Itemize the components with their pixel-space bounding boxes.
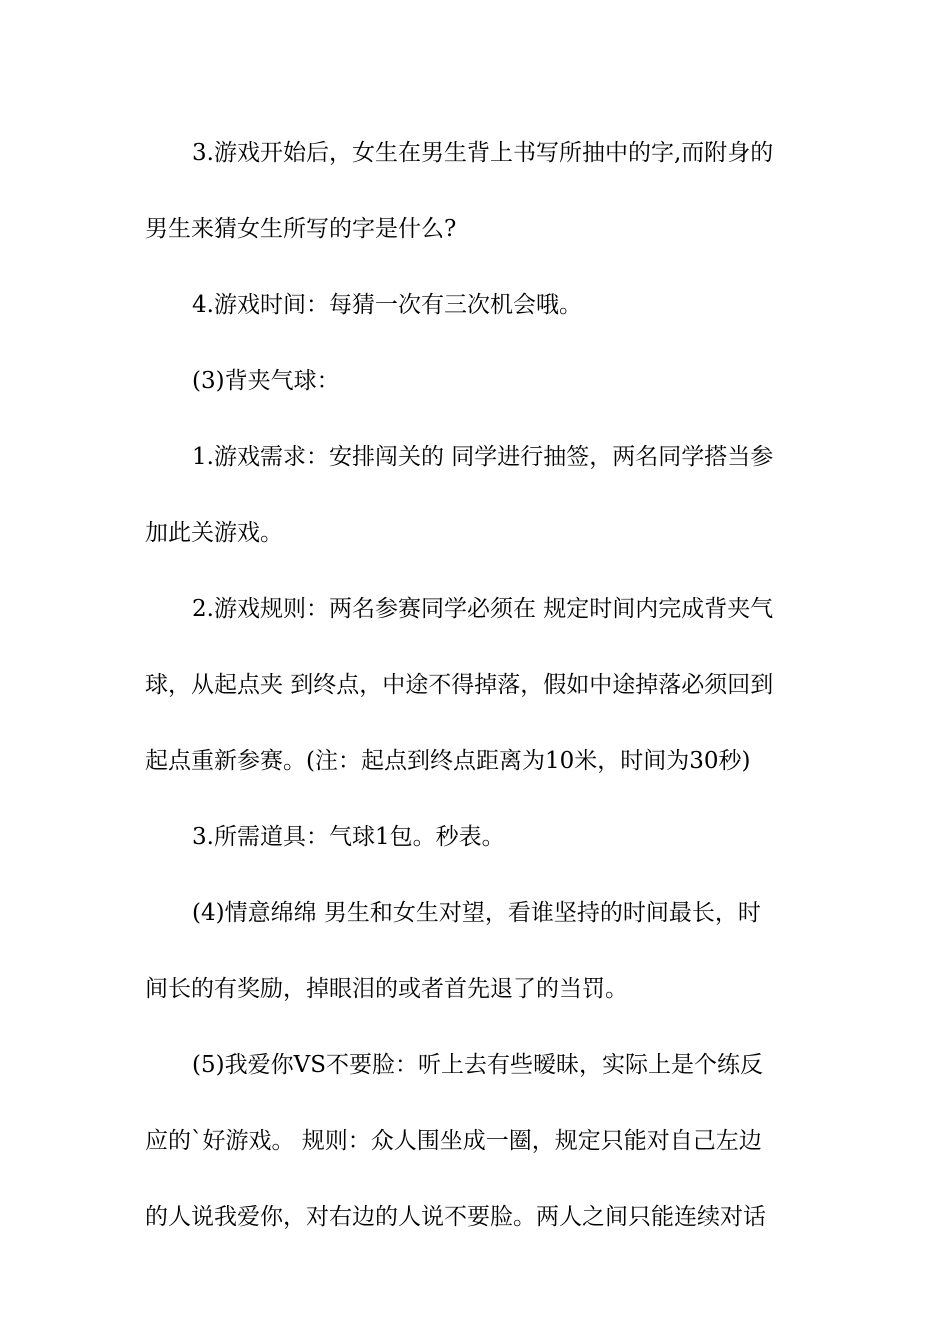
paragraph-line: 间长的有奖励，掉眼泪的或者首先退了的当罚。 <box>145 976 628 1002</box>
paragraph-line: 3.所需道具：气球1包。秒表。 <box>192 824 505 850</box>
paragraph-line: 2.游戏规则：两名参赛同学必须在 规定时间内完成背夹气 <box>192 596 774 622</box>
paragraph-line: 加此关游戏。 <box>145 520 283 546</box>
section-heading: (3)背夹气球： <box>192 368 340 394</box>
paragraph-line: 的人说我爱你，对右边的人说不要脸。两人之间只能连续对话 <box>145 1204 766 1230</box>
paragraph-line: 男生来猜女生所写的字是什么? <box>145 216 457 242</box>
paragraph-line: 1.游戏需求：安排闯关的 同学进行抽签，两名同学搭当参 <box>192 444 774 470</box>
paragraph-line: 起点重新参赛。(注：起点到终点距离为10米，时间为30秒) <box>145 748 751 774</box>
paragraph-line: 3.游戏开始后，女生在男生背上书写所抽中的字,而附身的 <box>192 140 774 166</box>
paragraph-line: 应的`好游戏。 规则：众人围坐成一圈，规定只能对自己左边 <box>145 1128 762 1154</box>
section-heading: (4)情意绵绵 男生和女生对望，看谁坚持的时间最长，时 <box>192 900 761 926</box>
section-heading: (5)我爱你VS不要脸：听上去有些暧昧，实际上是个练反 <box>192 1052 763 1078</box>
document-body <box>145 124 810 1264</box>
paragraph-line: 4.游戏时间：每猜一次有三次机会哦。 <box>192 292 582 318</box>
paragraph-line: 球，从起点夹 到终点，中途不得掉落，假如中途掉落必须回到 <box>145 672 774 698</box>
